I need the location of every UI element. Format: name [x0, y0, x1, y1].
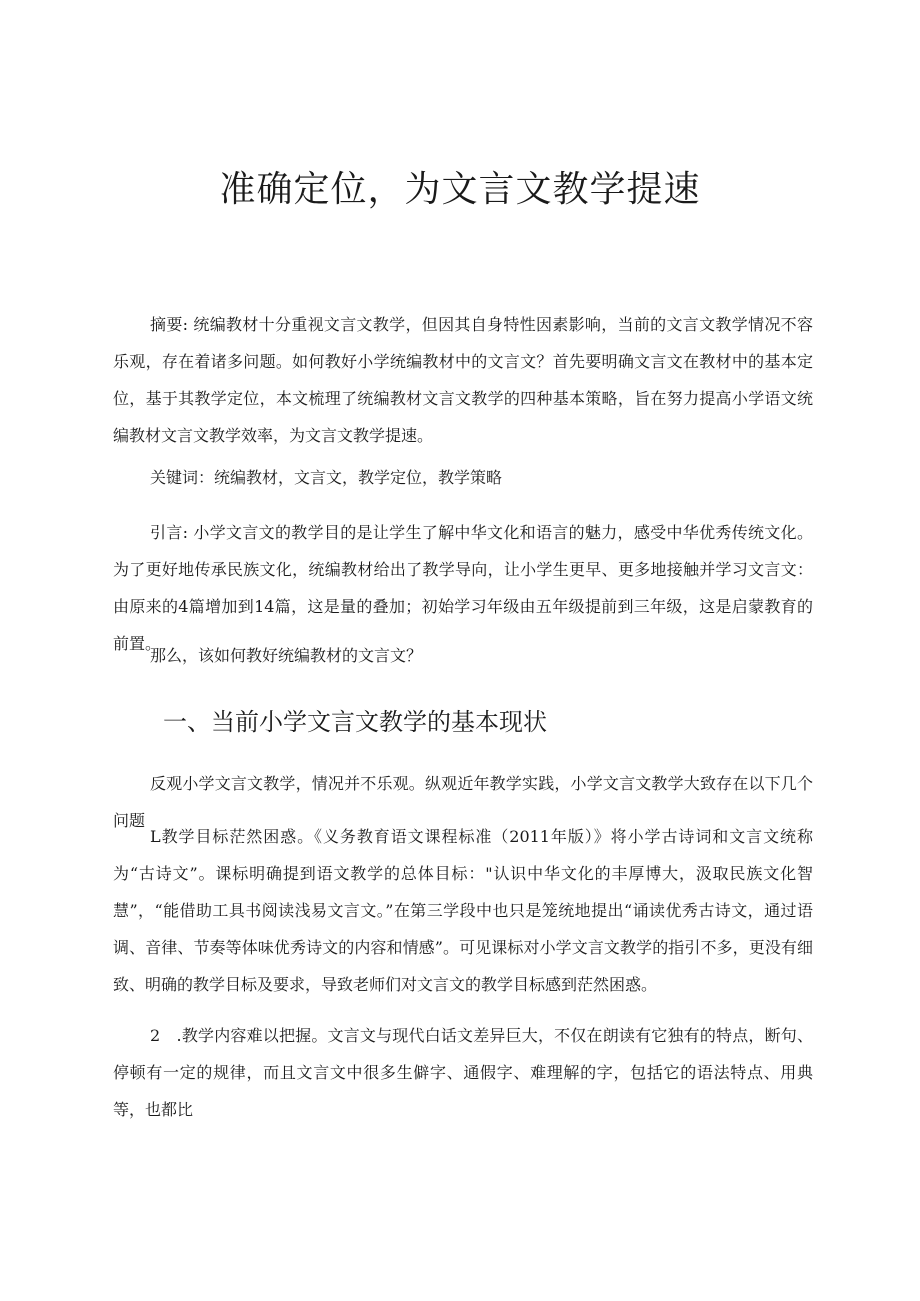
point-1-paragraph: L教学目标茫然困惑。《义务教育语文课程标准（2011年版）》将小学古诗词和文言文统称为“古诗文”。课标明确提到语文教学的总体目标："认识中华文化的丰厚博大，汲取民族文化智慧”，“能借助工具书阅读浅易文言文。”在第三学段中也只是笼统地提出“诵读优秀古诗文，通过语调、音律、节奏等体味优秀诗文的内容和情感”。可见课标对小学文言文教学的指引不多，更没有细致、明确的教学目标及要求，导致老师们对文言文的教学目标感到茫然困惑。 [113, 827, 813, 994]
point-2-paragraph: 2 .教学内容难以把握。文言文与现代白话文差异巨大，不仅在朗读有它独有的特点，断句、停顿有一定的规律，而且文言文中很多生僻字、通假字、难理解的字，包括它的语法特点、用典等，也都比 [113, 1026, 813, 1119]
page-title: 准确定位，为文言文教学提速 [219, 169, 701, 210]
abstract-paragraph: 摘要: 统编教材十分重视文言文教学，但因其自身特性因素影响，当前的文言文教学情况不容乐观，存在着诸多问题。如何教好小学统编教材中的文言文？首先要明确文言文在教材中的基本定位，基于其教学定位，本文梳理了统编教材文言文教学的四种基本策略，旨在努力提高小学语文统编教材文言文教学效率，为文言文教学提速。 [113, 315, 813, 445]
keywords-paragraph: 关键词：统编教材，文言文，教学定位，教学策略 [150, 468, 503, 487]
introduction-paragraph: 引言: 小学文言文的教学目的是让学生了解中华文化和语言的魅力，感受中华优秀传统文化。为了更好地传承民族文化，统编教材给出了教学导向，让小学生更早、更多地接触并学习文言文：由原来的4篇增加到14篇，这是量的叠加；初始学习年级由五年级提前到三年级，这是启蒙教育的前置。 [113, 523, 813, 653]
section1-intro-paragraph: 反观小学文言文教学，情况并不乐观。纵观近年教学实践，小学文言文教学大致存在以下几个问题 [113, 774, 813, 830]
question-paragraph: 那么，该如何教好统编教材的文言文？ [150, 646, 423, 665]
section-heading-1: 一、当前小学文言文教学的基本现状 [163, 708, 547, 736]
